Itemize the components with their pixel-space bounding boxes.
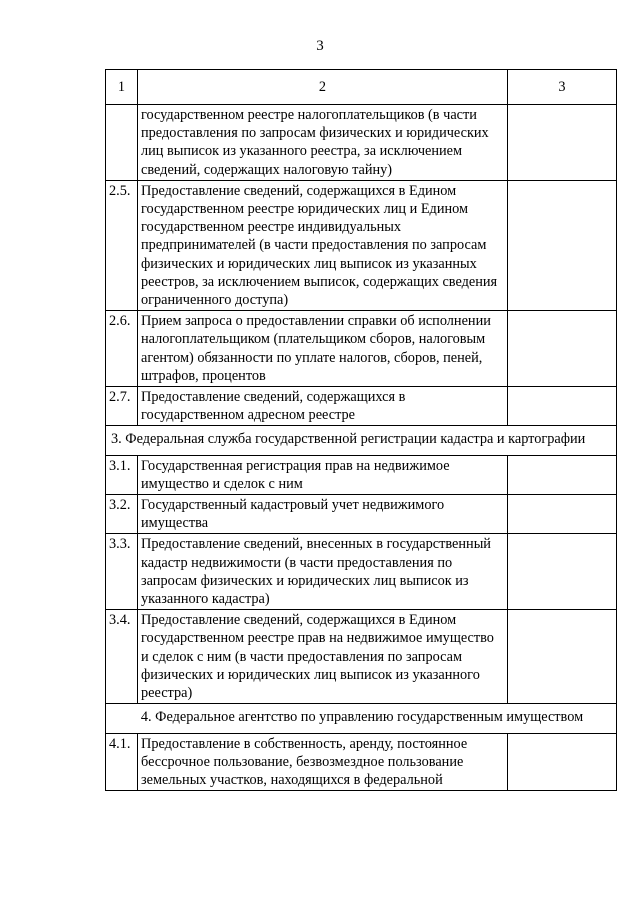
item-col3 bbox=[508, 311, 617, 387]
item-number: 3.2. bbox=[106, 495, 138, 534]
table-row bbox=[106, 180, 617, 310]
item-col3 bbox=[508, 495, 617, 534]
item-number bbox=[106, 105, 138, 181]
item-description: Государственный кадастровый учет недвижимого имущества bbox=[138, 495, 508, 534]
item-number: 3.3. bbox=[106, 534, 138, 610]
table-row bbox=[106, 387, 617, 426]
header-col-2: 2 bbox=[138, 70, 508, 105]
item-description: государственном реестре налогоплательщиков (в части предоставления по запросам физических и юридических лиц выписок из указанного реестра, за исключением сведений, содержащих налоговую тайну) bbox=[138, 105, 508, 181]
item-number: 3.1. bbox=[106, 455, 138, 494]
page-number: 3 bbox=[316, 38, 324, 54]
section-heading: 4. Федеральное агентство по управлению государственным имуществом bbox=[106, 704, 617, 733]
item-description: Предоставление сведений, содержащихся в Едином государственном реестре юридических лиц и Едином государственном реестре индивидуальных предпринимателей (в части предоставления по запросам физических и юридических лиц выписок из указанных реестров, за исключением выписок, содержащих сведения ограниченного доступа) bbox=[138, 180, 508, 310]
table-row bbox=[106, 455, 617, 494]
table-header-row bbox=[106, 70, 617, 105]
section-heading-row bbox=[106, 704, 617, 733]
table-row bbox=[106, 733, 617, 791]
item-description: Предоставление в собственность, аренду, постоянное бессрочное пользование, безвозмездное пользование земельных участков, находящихся в федеральной bbox=[138, 733, 508, 791]
item-number: 3.4. bbox=[106, 610, 138, 704]
item-description: Государственная регистрация прав на недвижимое имущество и сделок с ним bbox=[138, 455, 508, 494]
item-description: Прием запроса о предоставлении справки об исполнении налогоплательщиком (плательщиком сборов, налоговым агентом) обязанности по уплате налогов, сборов, пеней, штрафов, процентов bbox=[138, 311, 508, 387]
header-col-1: 1 bbox=[106, 70, 138, 105]
header-col-3: 3 bbox=[508, 70, 617, 105]
item-number: 2.5. bbox=[106, 180, 138, 310]
item-number: 4.1. bbox=[106, 733, 138, 791]
item-col3 bbox=[508, 105, 617, 181]
item-col3 bbox=[508, 180, 617, 310]
item-description: Предоставление сведений, внесенных в государственный кадастр недвижимости (в части предоставления по запросам физических и юридических лиц выписок из указанного кадастра) bbox=[138, 534, 508, 610]
item-col3 bbox=[508, 610, 617, 704]
table-row bbox=[106, 105, 617, 181]
services-table bbox=[105, 69, 617, 791]
item-col3 bbox=[508, 733, 617, 791]
table-row bbox=[106, 534, 617, 610]
item-col3 bbox=[508, 534, 617, 610]
item-number: 2.7. bbox=[106, 387, 138, 426]
section-heading-row bbox=[106, 426, 617, 455]
table-row bbox=[106, 610, 617, 704]
item-col3 bbox=[508, 387, 617, 426]
item-number: 2.6. bbox=[106, 311, 138, 387]
table-row bbox=[106, 495, 617, 534]
item-description: Предоставление сведений, содержащихся в Едином государственном реестре прав на недвижимое имущество и сделок с ним (в части предоставления по запросам физических и юридических лиц выписок из указанного реестра) bbox=[138, 610, 508, 704]
item-description: Предоставление сведений, содержащихся в государственном адресном реестре bbox=[138, 387, 508, 426]
item-col3 bbox=[508, 455, 617, 494]
section-heading: 3. Федеральная служба государственной регистрации кадастра и картографии bbox=[106, 426, 617, 455]
table-row bbox=[106, 311, 617, 387]
